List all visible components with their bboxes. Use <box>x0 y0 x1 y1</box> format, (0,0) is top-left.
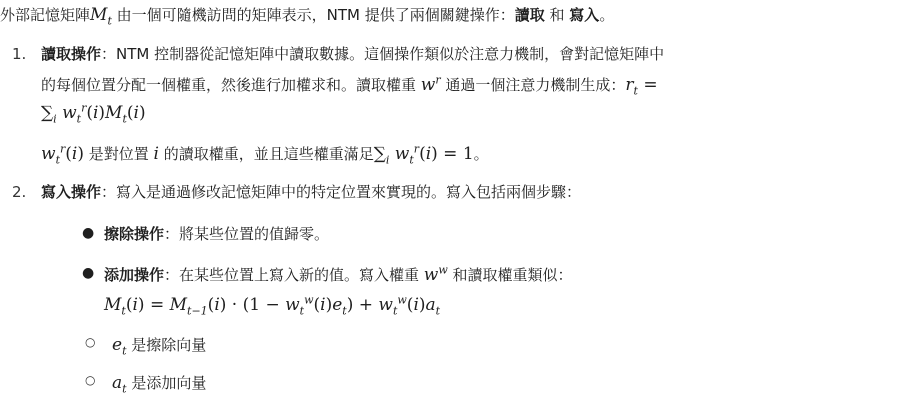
add-vector-text: 是添加向量 <box>126 374 207 392</box>
read-op-line2 <box>41 72 658 99</box>
math-a-t: $a_t$ <box>112 373 127 396</box>
intro-read-keyword: 讀取 <box>514 6 545 24</box>
bullet-dot: ● <box>82 265 95 281</box>
write-op-line1: ：寫入是通過修改記憶矩陣中的特定位置來實現的。寫入包括兩個步驟： <box>101 183 582 201</box>
intro-end: 。 <box>599 6 615 24</box>
read-weight-desc-b: 的讀取權重，並且這些權重滿足 <box>158 145 374 163</box>
read-op-title: 讀取操作 <box>41 45 102 63</box>
math-read-sum: $\sum_i$ $w_t^r(i)M_t(i)$ <box>41 101 146 126</box>
circle-bullet: ○ <box>85 373 96 387</box>
write-op-title: 寫入操作 <box>41 183 102 201</box>
intro-write-keyword: 寫入 <box>569 6 600 24</box>
erase-op-text: ：將某些位置的值歸零。 <box>164 225 330 243</box>
read-op-line2-text-b: 通過一個注意力機制生成： <box>440 76 626 94</box>
add-op-text-b: 和讀取權重類似： <box>447 266 573 284</box>
add-op-title: 添加操作 <box>104 266 165 284</box>
erase-op-title: 擦除操作 <box>104 225 165 243</box>
bullet-dot: ● <box>82 225 95 241</box>
math-read-weight: $w^r$ <box>420 73 441 95</box>
intro-text-start: 外部記憶矩陣 <box>0 6 91 24</box>
read-op-formula <box>41 100 146 127</box>
read-op-line2-text: 的每個位置分配一個權重，然後進行加權求和。讀取權重 <box>41 76 421 94</box>
intro-paragraph <box>0 2 614 29</box>
math-read-formula-lhs: $r_t$ = <box>625 75 658 98</box>
circle-bullet: ○ <box>85 335 96 349</box>
math-memory-matrix: $M_t$ <box>90 5 112 28</box>
list-number: 2. <box>12 183 27 201</box>
math-e-t: $e_t$ <box>112 335 127 358</box>
list-number: 1. <box>12 45 27 63</box>
erase-vector-text: 是擦除向量 <box>126 336 207 354</box>
add-op-text-a: ：在某些位置上寫入新的值。寫入權重 <box>164 266 424 284</box>
write-formula <box>104 292 440 319</box>
math-write-weight: $w^w$ <box>423 263 448 285</box>
read-weight-desc-a: 是對位置 <box>83 145 154 163</box>
intro-text-middle: 由一個可隨機訪問的矩陣表示，NTM 提供了兩個關鍵操作： <box>111 6 515 24</box>
sentence-end: 。 <box>473 145 489 163</box>
read-op-line1: ：NTM 控制器從記憶矩陣中讀取數據。這個操作類似於注意力機制，會對記憶矩陣中 <box>101 45 665 63</box>
read-op-weight-desc <box>41 141 489 168</box>
math-write-update-formula: $M_t(i) = M_{t-1}(i) \cdot (1 - w_t^w(i)e_t) + w_t^w(i)a_t$ <box>104 293 441 318</box>
intro-and: 和 <box>544 6 570 24</box>
math-weight-sum-constraint: $\sum_i$ $w_t^r(i) = 1$ <box>373 142 474 167</box>
math-i: i <box>153 144 159 164</box>
math-weight-symbol: $w_t^r(i)$ <box>41 142 84 167</box>
